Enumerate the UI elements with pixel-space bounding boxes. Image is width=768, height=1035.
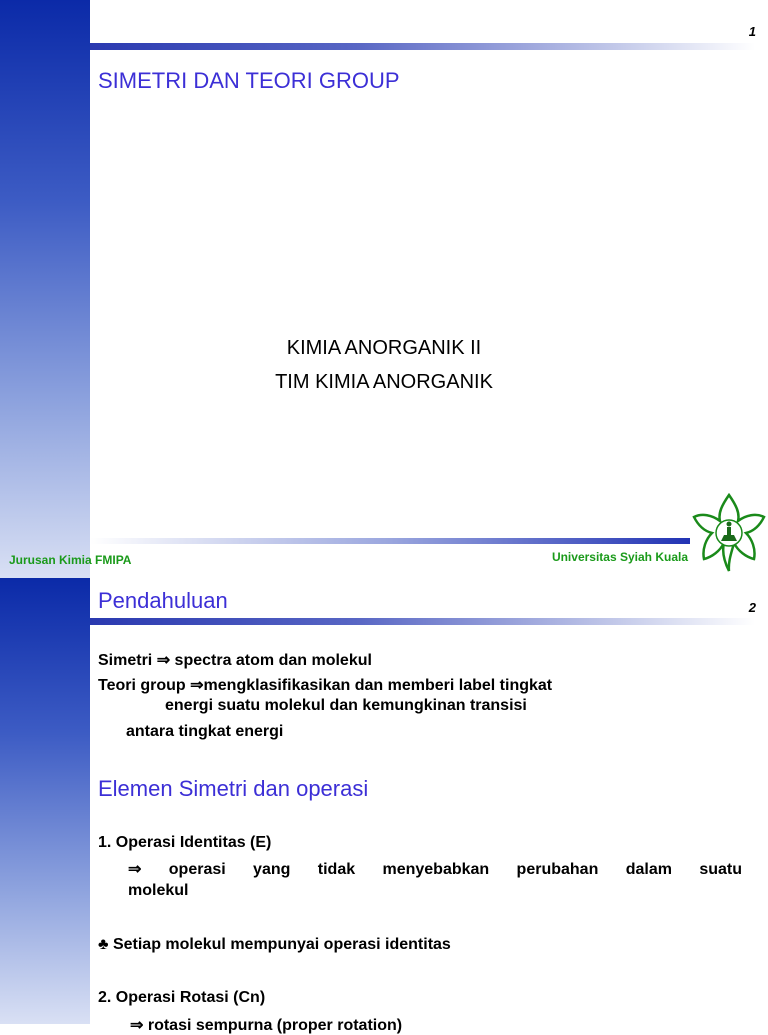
identity-note: ♣ Setiap molekul mempunyai operasi identitas [98,936,451,953]
item-1-description-line-2: molekul [128,882,189,899]
footer-university: Universitas Syiah Kuala [551,550,688,564]
intro-line-4: antara tingkat energi [126,723,284,740]
slide-2-sidebar [0,578,90,1024]
item-1-description-line-1: ⇒ operasi yang tidak menyebabkan perubahan dalam suatu [128,861,742,878]
slide-2 [0,578,768,1034]
item-2-title: 2. Operasi Rotasi (Cn) [98,989,266,1006]
intro-line-3: energi suatu molekul dan kemungkinan transisi [165,697,527,714]
slide-1-top-divider [90,43,755,50]
intro-line-2: Teori group ⇒mengklasifikasikan dan memberi label tingkat [98,677,553,694]
section-heading: Elemen Simetri dan operasi [98,776,369,801]
slide-2-top-divider [90,618,755,625]
intro-line-1: Simetri ⇒ spectra atom dan molekul [98,652,372,669]
slide-1-center-line-1: KIMIA ANORGANIK II [286,337,482,359]
footer-department: Jurusan Kimia FMIPA [9,553,132,567]
slide-1-title: SIMETRI DAN TEORI GROUP [98,68,400,93]
item-1-title: 1. Operasi Identitas (E) [98,834,272,851]
slide-1-page-number: 1 [748,24,756,39]
slide-1-sidebar [0,0,90,578]
item-2-description-line-1: ⇒ rotasi sempurna (proper rotation) [130,1017,403,1034]
university-logo-icon [690,491,768,575]
slide-1-bottom-divider [90,538,690,544]
slide-2-page-number: 2 [748,600,756,615]
slide-2-title: Pendahuluan [98,588,228,613]
slide-1-center-line-2: TIM KIMIA ANORGANIK [275,371,493,393]
